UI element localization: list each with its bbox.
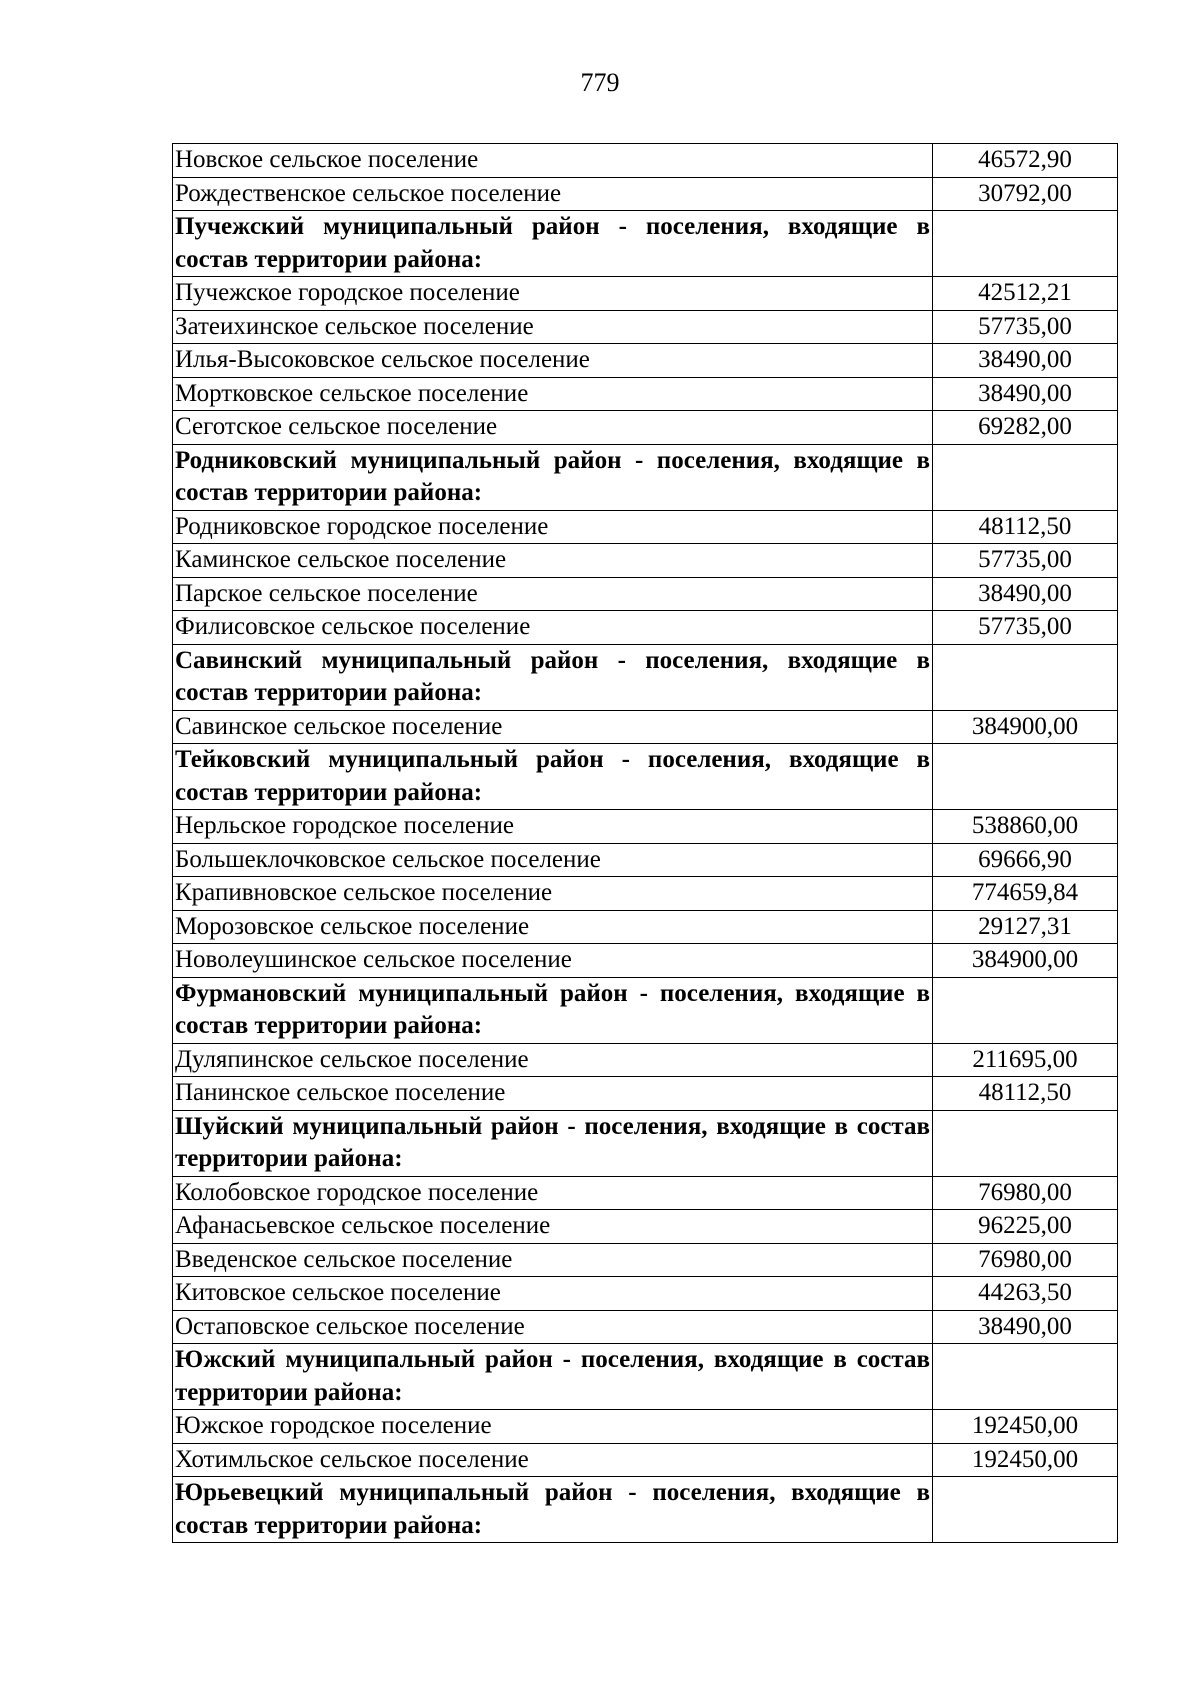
district-header-row [173,444,1118,510]
settlement-amount: 76980,00 [933,1243,1118,1277]
table-row [173,1243,1118,1277]
settlement-name: Мортковское сельское поселение [173,377,933,411]
settlement-name: Новское сельское поселение [173,144,933,178]
settlement-amount: 211695,00 [933,1043,1118,1077]
settlement-amount: 384900,00 [933,944,1118,978]
table-row [173,877,1118,911]
district-header-row [173,744,1118,810]
table-row [173,310,1118,344]
district-header-row [173,644,1118,710]
settlement-amount: 57735,00 [933,310,1118,344]
district-heading: Шуйский муниципальный район - поселения, входящие в состав территории района: [173,1110,933,1176]
page-number: 779 [580,68,620,97]
table-row [173,1077,1118,1111]
table-row [173,1410,1118,1444]
settlement-name: Колобовское городское поселение [173,1176,933,1210]
district-header-row [173,977,1118,1043]
settlement-name: Затеихинское сельское поселение [173,310,933,344]
district-amount-empty [933,444,1118,510]
settlement-amount: 30792,00 [933,177,1118,211]
settlement-amount: 69666,90 [933,843,1118,877]
district-heading: Южский муниципальный район - поселения, входящие в состав территории района: [173,1344,933,1410]
table-row [173,1443,1118,1477]
district-amount-empty [933,1344,1118,1410]
district-heading: Фурмановский муниципальный район - поселения, входящие в состав территории района: [173,977,933,1043]
district-heading: Тейковский муниципальный район - поселения, входящие в состав территории района: [173,744,933,810]
district-amount-empty [933,977,1118,1043]
settlement-amount: 48112,50 [933,1077,1118,1111]
table-row [173,944,1118,978]
district-amount-empty [933,211,1118,277]
settlement-amount: 38490,00 [933,344,1118,378]
settlement-name: Крапивновское сельское поселение [173,877,933,911]
settlement-name: Савинское сельское поселение [173,710,933,744]
district-heading: Савинский муниципальный район - поселения, входящие в состав территории района: [173,644,933,710]
settlement-amount: 192450,00 [933,1410,1118,1444]
district-heading: Пучежский муниципальный район - поселения, входящие в состав территории района: [173,211,933,277]
district-amount-empty [933,744,1118,810]
settlement-amount: 774659,84 [933,877,1118,911]
table-row [173,611,1118,645]
table-row [173,544,1118,578]
settlement-amount: 96225,00 [933,1210,1118,1244]
table-row [173,577,1118,611]
settlement-amount: 57735,00 [933,544,1118,578]
settlement-amount: 76980,00 [933,1176,1118,1210]
settlement-name: Родниковское городское поселение [173,510,933,544]
district-heading: Родниковский муниципальный район - поселения, входящие в состав территории района: [173,444,933,510]
table-row [173,177,1118,211]
settlement-name: Сеготское сельское поселение [173,411,933,445]
settlement-name: Остаповское сельское поселение [173,1310,933,1344]
settlement-name: Морозовское сельское поселение [173,910,933,944]
table-row [173,510,1118,544]
table-row [173,710,1118,744]
settlement-name: Парское сельское поселение [173,577,933,611]
table-row [173,1277,1118,1311]
table-row [173,277,1118,311]
district-header-row [173,1344,1118,1410]
settlement-name: Илья-Высоковское сельское поселение [173,344,933,378]
district-amount-empty [933,1110,1118,1176]
table-row [173,910,1118,944]
table-body [173,144,1118,1543]
settlement-name: Хотимльское сельское поселение [173,1443,933,1477]
settlement-name: Нерльское городское поселение [173,810,933,844]
district-heading: Юрьевецкий муниципальный район - поселения, входящие в состав территории района: [173,1477,933,1543]
district-header-row [173,1477,1118,1543]
settlement-name: Новолеушинское сельское поселение [173,944,933,978]
table-row [173,1043,1118,1077]
settlement-name: Китовское сельское поселение [173,1277,933,1311]
settlement-name: Дуляпинское сельское поселение [173,1043,933,1077]
table-row [173,1176,1118,1210]
settlement-name: Южское городское поселение [173,1410,933,1444]
settlement-amount: 38490,00 [933,377,1118,411]
table-row [173,843,1118,877]
table-row [173,810,1118,844]
table-row [173,1210,1118,1244]
settlement-name: Афанасьевское сельское поселение [173,1210,933,1244]
district-amount-empty [933,644,1118,710]
table-row [173,344,1118,378]
district-header-row [173,1110,1118,1176]
settlements-table [172,143,1118,1543]
settlement-amount: 29127,31 [933,910,1118,944]
settlement-name: Панинское сельское поселение [173,1077,933,1111]
settlement-amount: 38490,00 [933,577,1118,611]
district-header-row [173,211,1118,277]
settlement-amount: 44263,50 [933,1277,1118,1311]
district-amount-empty [933,1477,1118,1543]
settlement-amount: 46572,90 [933,144,1118,178]
table-row [173,377,1118,411]
settlement-name: Пучежское городское поселение [173,277,933,311]
settlement-name: Введенское сельское поселение [173,1243,933,1277]
settlement-amount: 538860,00 [933,810,1118,844]
table-row [173,1310,1118,1344]
settlement-amount: 38490,00 [933,1310,1118,1344]
settlement-amount: 57735,00 [933,611,1118,645]
settlement-amount: 69282,00 [933,411,1118,445]
settlement-amount: 48112,50 [933,510,1118,544]
settlement-name: Рождественское сельское поселение [173,177,933,211]
settlement-amount: 42512,21 [933,277,1118,311]
table-row [173,411,1118,445]
settlement-name: Каминское сельское поселение [173,544,933,578]
table-row [173,144,1118,178]
settlement-name: Большеклочковское сельское поселение [173,843,933,877]
settlement-name: Филисовское сельское поселение [173,611,933,645]
settlement-amount: 384900,00 [933,710,1118,744]
settlement-amount: 192450,00 [933,1443,1118,1477]
